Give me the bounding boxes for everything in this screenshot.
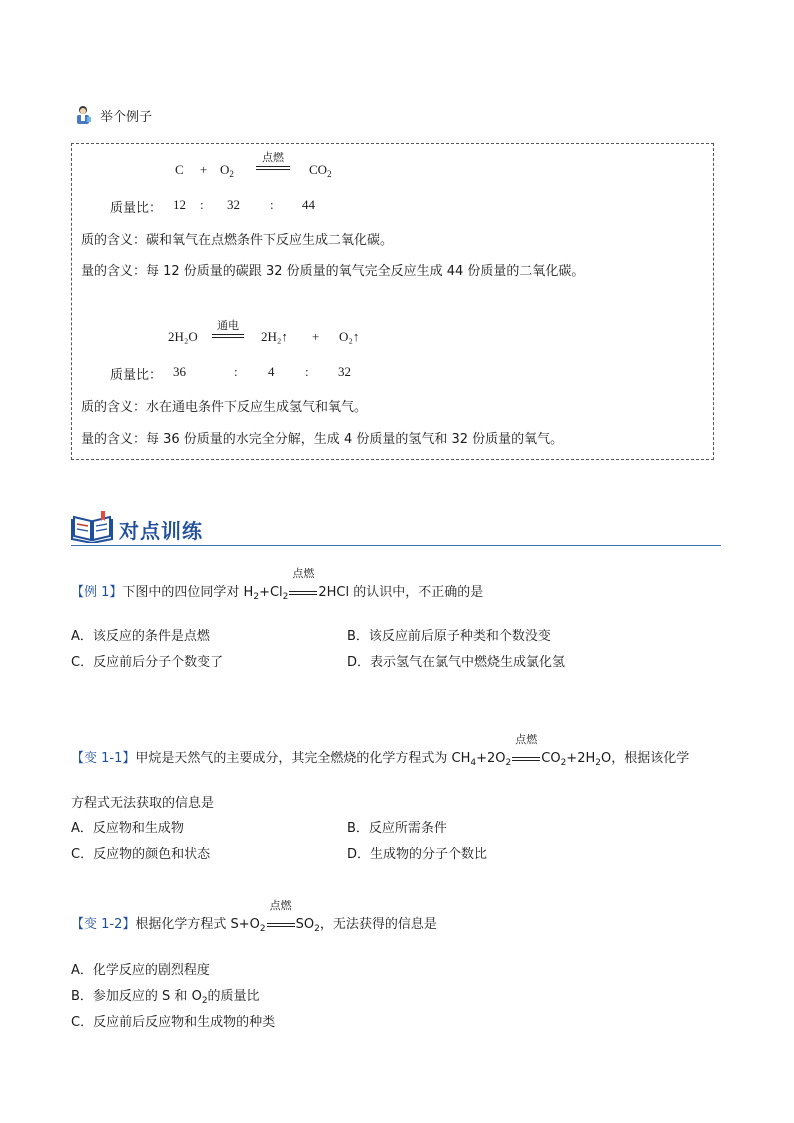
eq1-plus: + <box>200 162 208 177</box>
eq1-condition-arrow <box>256 151 290 170</box>
q3-condition: 点燃 <box>269 899 292 912</box>
eq1-product-co2: $CO_2$ <box>309 162 332 179</box>
section-title: 对点训练 <box>119 519 203 543</box>
q2-tag: 【变 1-1】 <box>71 751 136 766</box>
ratio2-a: 36 <box>173 364 186 379</box>
q2-option-a[interactable]: A．反应物和生成物 <box>71 821 184 836</box>
q3-stem: 【变 1-2】根据化学方程式 $S+O_2$ 点燃 $SO_2$，无法获得的信息是 <box>71 899 437 934</box>
ratio1-label: 质量比： <box>110 201 163 216</box>
eq1-reactant-c: C <box>175 162 184 177</box>
q3-option-a[interactable]: A．化学反应的剧烈程度 <box>71 963 210 978</box>
ratio1-sep1: : <box>200 197 204 212</box>
eq1-condition: 点燃 <box>262 151 284 164</box>
ratio1-b: 32 <box>227 197 240 212</box>
q2-condition-arrow <box>511 733 541 766</box>
quantity-meaning-1: 量的含义：每 12 份质量的碳跟 32 份质量的氧气完全反应生成 44 份质量的二氧化碳。 <box>81 264 585 279</box>
q3-option-b[interactable]: B．参加反应的 S 和 $O_2$的质量比 <box>71 989 260 1006</box>
q3-condition-arrow <box>266 899 296 932</box>
eq2-condition: 通电 <box>217 319 239 332</box>
eq2-condition-arrow <box>212 319 244 338</box>
section-divider <box>71 545 721 546</box>
q1-stem: 【例 1】下图中的四位同学对 $H_2+Cl_2$ 点燃 2HCl 的认识中，不正确的是 <box>71 567 484 602</box>
ratio2-label: 质量比： <box>110 368 163 383</box>
q1-option-a[interactable]: A．该反应的条件是点燃 <box>71 629 210 644</box>
eq2-plus: + <box>312 329 320 344</box>
ratio2-b: 4 <box>268 364 275 379</box>
q2-condition: 点燃 <box>515 733 538 746</box>
q1-tag: 【例 1】 <box>71 585 123 600</box>
q3-option-c[interactable]: C．反应前后反应物和生成物的种类 <box>71 1015 276 1030</box>
ratio1-a: 12 <box>173 197 186 212</box>
eq1-reactant-o2: $O_2$ <box>220 162 234 179</box>
eq2-reactant-h2o: 2H₂O <box>168 329 198 344</box>
q1-option-b[interactable]: B．该反应前后原子种类和个数没变 <box>347 629 551 644</box>
q1-condition: 点燃 <box>292 567 315 580</box>
eq2-product-o2: O₂↑ <box>339 329 360 344</box>
ratio2-sep1: : <box>234 364 238 379</box>
ratio2-sep2: : <box>305 364 309 379</box>
q2-option-d[interactable]: D．生成物的分子个数比 <box>347 847 488 862</box>
q1-option-c[interactable]: C．反应前后分子个数变了 <box>71 655 224 670</box>
ratio1-sep2: : <box>270 197 274 212</box>
q2-option-b[interactable]: B．反应所需条件 <box>347 821 447 836</box>
quality-meaning-2: 质的含义：水在通电条件下反应生成氢气和氧气。 <box>81 400 368 415</box>
q3-tag: 【变 1-2】 <box>71 917 136 932</box>
eq2-product-h2: 2H₂↑ <box>261 329 288 344</box>
quality-meaning-1: 质的含义：碳和氧气在点燃条件下反应生成二氧化碳。 <box>81 233 394 248</box>
q2-option-c[interactable]: C．反应物的颜色和状态 <box>71 847 211 862</box>
q1-condition-arrow <box>288 567 318 600</box>
q2-stem: 【变 1-1】甲烷是天然气的主要成分，其完全燃烧的化学方程式为 $CH_4+2O_2$ 点燃 $CO_2+2H_2O$，根据该化学 <box>71 733 690 768</box>
q1-option-d[interactable]: D．表示氢气在氯气中燃烧生成氯化氢 <box>347 655 566 670</box>
ratio1-c: 44 <box>302 197 315 212</box>
open-book-icon <box>71 509 113 543</box>
quantity-meaning-2: 量的含义：每 36 份质量的水完全分解，生成 4 份质量的氢气和 32 份质量的氧气。 <box>81 432 564 447</box>
q2-stem-line2: 方程式无法获取的信息是 <box>71 796 215 811</box>
teacher-icon <box>74 105 92 125</box>
example-header <box>74 104 152 126</box>
ratio2-c: 32 <box>338 364 351 379</box>
example-title: 举个例子 <box>100 109 153 125</box>
